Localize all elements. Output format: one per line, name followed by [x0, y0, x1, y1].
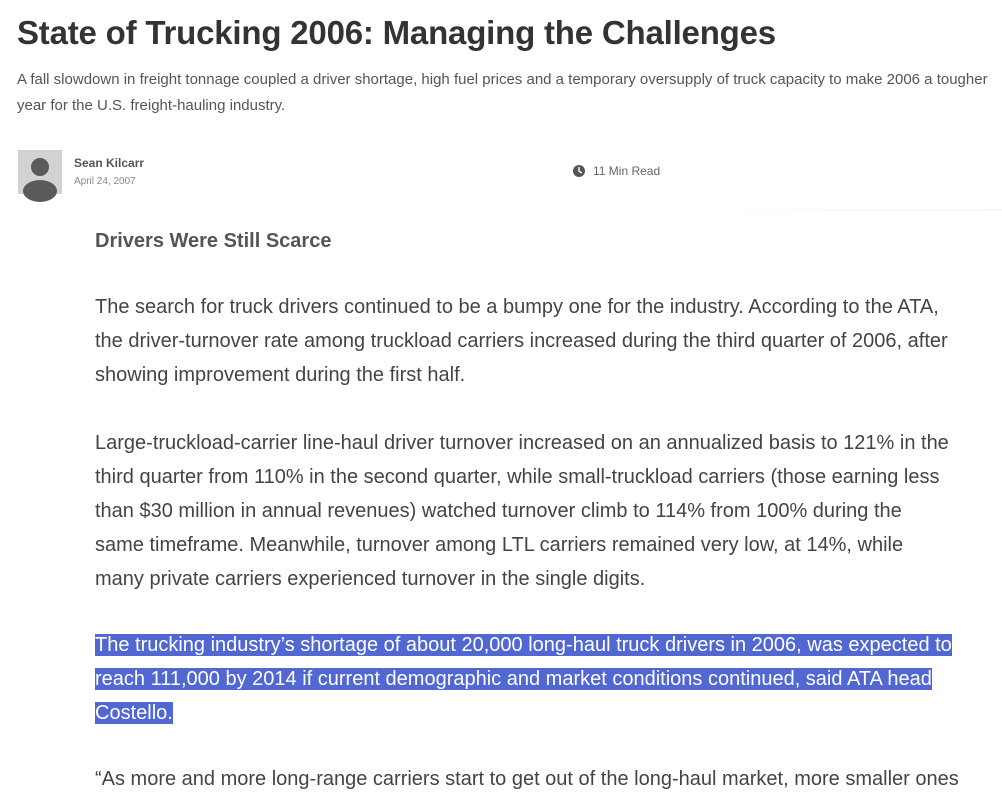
selected-text[interactable]: The trucking industry’s shortage of about 20,000 long-haul truck drivers in 2006, was expected to reach 111,000 by 2014 if current demographic and market conditions continued, said ATA head Costello. — [95, 634, 952, 724]
paragraph: The search for truck drivers continued to be a bumpy one for the industry. According to the ATA, the driver-turnover rate among truckload carriers increased during the third quarter of 2006, after showing improvement during the first half. — [95, 296, 948, 386]
highlighted-paragraph[interactable] — [95, 628, 955, 730]
byline — [18, 150, 998, 196]
publish-date: April 24, 2007 — [74, 176, 136, 187]
article-title: State of Trucking 2006: Managing the Challenges — [17, 14, 776, 51]
article-dek: A fall slowdown in freight tonnage coupled a driver shortage, high fuel prices and a temporary oversupply of truck capacity to make 2006 a tougher year for the U.S. freight-hauling industry. — [17, 71, 988, 114]
clock-icon — [573, 165, 585, 177]
paragraph: “As more and more long-range carriers start to get out of the long-haul market, more smaller ones — [95, 768, 959, 790]
read-time-label: 11 Min Read — [593, 164, 661, 178]
section-heading: Drivers Were Still Scarce — [95, 230, 332, 252]
article-body — [95, 226, 959, 790]
author-name[interactable]: Sean Kilcarr — [74, 156, 145, 170]
read-time — [573, 164, 660, 178]
user-avatar-icon[interactable] — [18, 150, 62, 194]
paragraph: Large-truckload-carrier line-haul driver turnover increased on an annualized basis to 121% in the third quarter from 110% in the second quarter, while small-truckload carriers (those earning less than $30 million in annual revenues) watched turnover climb to 114% from 100% during the same timeframe. Meanwhile, turnover among LTL carriers remained very low, at 14%, while many private carriers experienced turnover in the single digits. — [95, 432, 949, 590]
divider — [686, 209, 1002, 211]
